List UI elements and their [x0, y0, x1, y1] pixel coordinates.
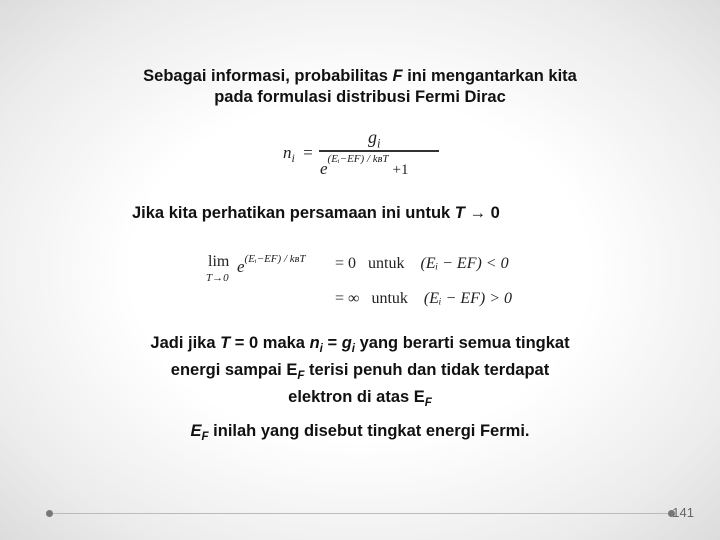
conclusion-line-2: energi sampai $E_F$ terisi penuh dan tidak terdapat: [170, 361, 550, 383]
page-number: 141: [672, 505, 694, 520]
intro-text: Sebagai informasi, probabilitas: [143, 67, 388, 85]
conclusion-line-3: elektron di atas $E_F$: [288, 388, 432, 410]
limit-intro: Jika kita perhatikan persamaan ini untuk T → 0: [132, 204, 500, 222]
eq1-lhs: $n_i$ =: [283, 143, 313, 166]
intro-text-2: ini mengantarkan kita: [402, 67, 577, 85]
eq1-denominator: e(Eᵢ−EF) / kʙT+1: [320, 153, 409, 178]
limit-row-1: = 0 untuk (Eᵢ − EF) < 0: [335, 255, 509, 272]
lim-under: T→0: [206, 272, 229, 284]
conclusion-line-1: Jadi jika T = 0 maka $n_i = g_i$ yang berarti semua tingkat: [150, 334, 570, 356]
intro-line-2: pada formulasi distribusi Fermi Dirac: [214, 88, 506, 106]
lim-expression: $e^{(Eᵢ-EF) / kʙT}$: [237, 253, 306, 276]
final-statement: $E_F$ inilah yang disebut tingkat energi Fermi.: [190, 422, 530, 444]
footer-dot-left: [46, 510, 53, 517]
lim-operator: lim: [208, 253, 230, 270]
intro-line-1: [0, 66, 720, 87]
intro-paragraph: [0, 66, 720, 108]
var-f: F: [392, 67, 403, 85]
limit-row-2: = ∞ untuk (Eᵢ − EF) > 0: [335, 290, 512, 307]
eq1-numerator: $g_i$: [368, 127, 381, 151]
footer-divider: [50, 513, 670, 514]
conclusion-paragraph: [0, 333, 720, 414]
